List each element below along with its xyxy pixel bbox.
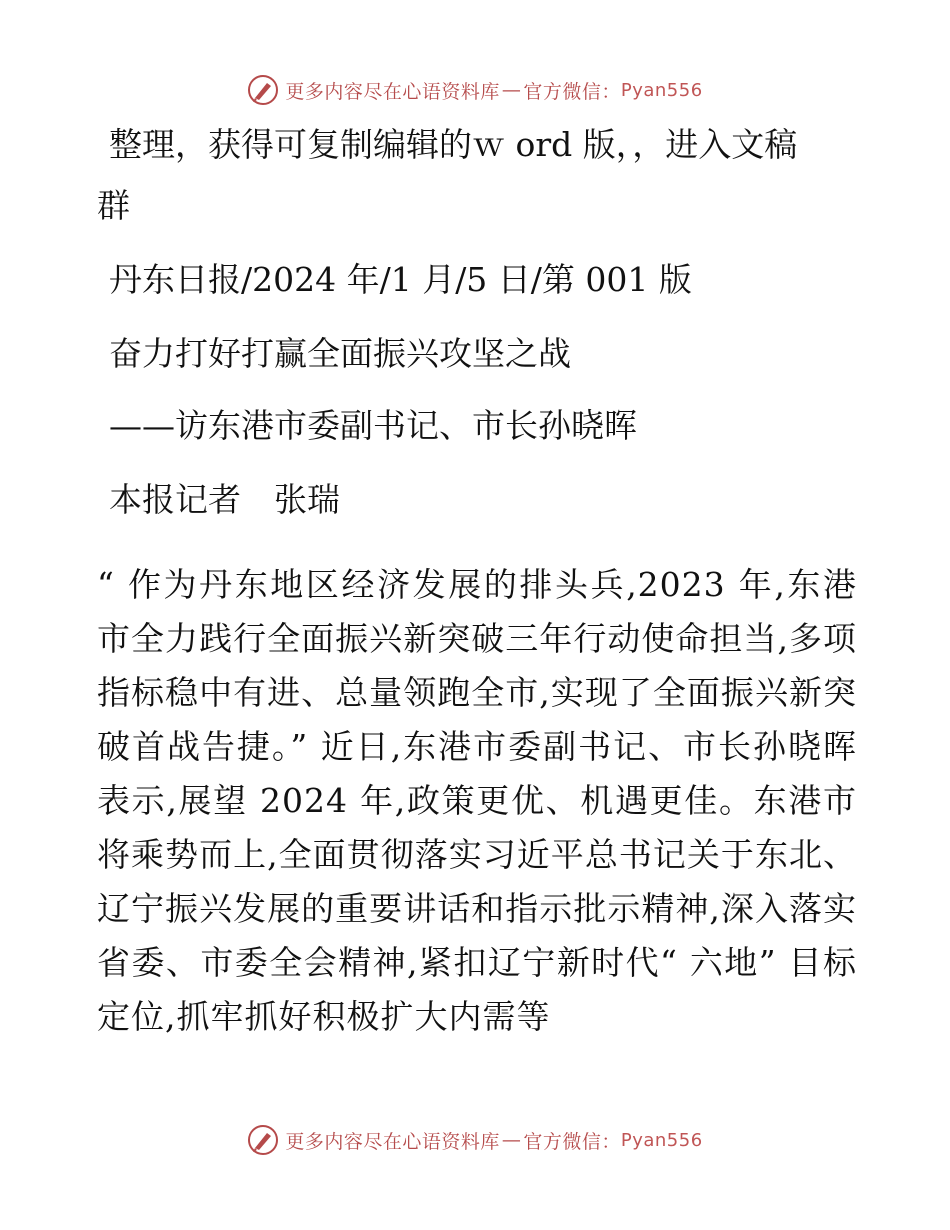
article-title: 奋力打好打赢全面振兴攻坚之战: [109, 334, 571, 373]
watermark-separator: —: [501, 1129, 522, 1151]
article-subtitle: ——访东港市委副书记、市长孙晓晖: [109, 406, 637, 445]
pen-logo-icon: [247, 1124, 279, 1156]
watermark-text: 更多内容尽在心语资料库: [285, 80, 500, 103]
watermark-text: 更多内容尽在心语资料库: [285, 1130, 500, 1153]
source-line: 丹东日报/2024 年/1 月/5 日/第 001 版: [109, 260, 692, 299]
watermark-id: Pyan556: [620, 1129, 703, 1151]
watermark-separator: —: [501, 79, 522, 101]
reporter-line: 本报记者 张瑞: [109, 480, 340, 519]
pen-logo-icon: [247, 74, 279, 106]
article-body: “ 作为丹东地区经济发展的排头兵,2023 年,东港市全力践行全面振兴新突破三年行动使命担当,多项指标稳中有进、总量领跑全市,实现了全面振兴新突破首战告捷。” 近日,东港市委副书记、市长孙晓晖表示,展望 2024 年,政策更优、机遇更佳。东港市将乘势而上,全面贯彻落实习近平总书记关于东北、辽宁振兴发展的重要讲话和指示批示精神,深入落实省委、市委全会精神,紧扣辽宁新时代“ 六地” 目标定位,抓牢抓好积极扩大内需等: [97, 565, 857, 1036]
watermark-suffix: 官方微信：: [523, 80, 621, 103]
intro-line-continued: 群: [97, 186, 130, 225]
intro-line: 整理，获得可复制编辑的ｗ ord 版，，进入文稿: [109, 125, 798, 164]
watermark-id: Pyan556: [620, 79, 703, 101]
watermark-footer: [0, 1120, 950, 1160]
watermark-suffix: 官方微信：: [523, 1130, 621, 1153]
watermark-header: [0, 70, 950, 110]
